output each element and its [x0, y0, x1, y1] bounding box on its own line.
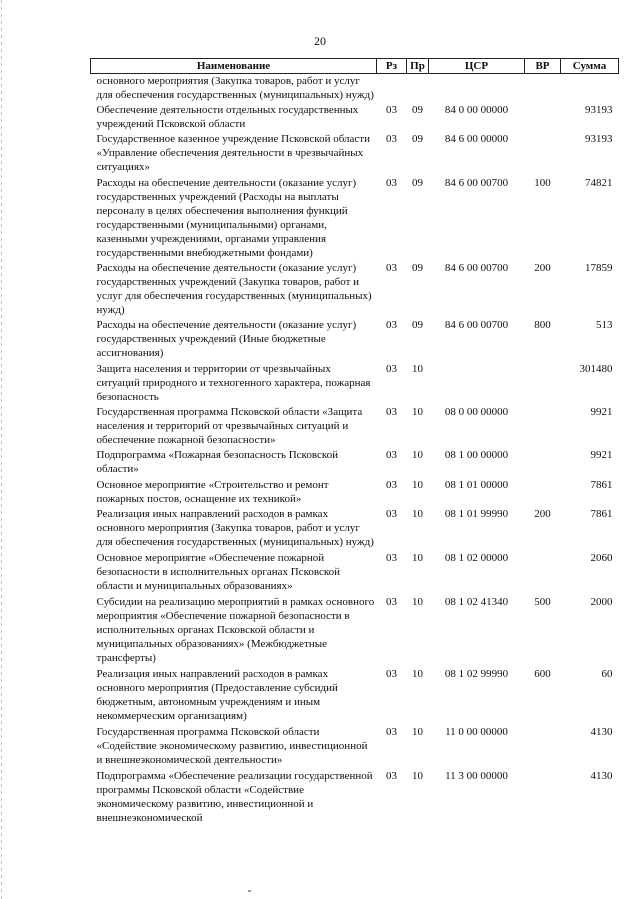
cell-pr [407, 74, 429, 104]
cell-sum [561, 74, 619, 104]
table-row [91, 551, 619, 595]
cell-csr: 84 6 00 00700 [444, 319, 509, 331]
cell-pr: 09 [412, 177, 423, 189]
cell-rz: 03 [386, 406, 397, 418]
table-row [91, 176, 619, 261]
cell-name: основного мероприятия (Закупка товаров, работ и услуг для обеспечения государственных (муниципальных) нужд) [96, 75, 374, 101]
cell-sum: 7861 [590, 479, 613, 491]
cell-rz: 03 [386, 668, 397, 680]
cell-csr: 84 6 00 00700 [444, 262, 509, 274]
cell-csr: 11 3 00 00000 [445, 770, 508, 782]
column-header-sum: Сумма [561, 59, 619, 74]
table-body [91, 74, 619, 826]
cell-rz: 03 [386, 508, 397, 520]
cell-sum: 4130 [590, 726, 613, 738]
cell-pr: 10 [412, 449, 423, 461]
column-header-csr: ЦСР [429, 59, 525, 74]
cell-pr: 10 [412, 726, 423, 738]
cell-rz: 03 [386, 177, 397, 189]
cell-sum: 301480 [579, 363, 613, 375]
cell-pr: 09 [412, 319, 423, 331]
cell-rz: 03 [386, 363, 397, 375]
cell-csr: 84 6 00 00700 [444, 177, 509, 189]
cell-rz: 03 [386, 726, 397, 738]
column-header-name: Наименование [91, 59, 377, 74]
cell-csr [429, 362, 525, 405]
cell-rz: 03 [386, 552, 397, 564]
cell-vr: 200 [534, 262, 551, 274]
cell-vr [525, 405, 561, 448]
table-row [91, 725, 619, 769]
cell-name: Подпрограмма «Пожарная безопасность Псковской области» [96, 449, 339, 475]
cell-csr: 08 1 02 99990 [444, 668, 509, 680]
cell-vr [525, 769, 561, 825]
cell-name: Реализация иных направлений расходов в рамках основного мероприятия (Предоставление субсидий бюджетным, автономным учреждениям и иным некоммерческим организациям) [96, 668, 338, 722]
cell-vr [525, 362, 561, 405]
cell-rz: 03 [386, 262, 397, 274]
cell-csr: 84 6 00 00000 [444, 133, 509, 145]
cell-name: Расходы на обеспечение деятельности (оказание услуг) государственных учреждений (Закупка товаров, работ и услуг для обеспечения государственных (муниципальных) нужд) [96, 262, 372, 316]
page-edge [1, 0, 2, 899]
cell-rz: 03 [386, 104, 397, 116]
cell-sum: 93193 [585, 104, 613, 116]
cell-rz [377, 74, 407, 104]
cell-vr [525, 74, 561, 104]
cell-sum: 513 [596, 319, 613, 331]
cell-sum: 9921 [590, 406, 613, 418]
cell-pr: 09 [412, 104, 423, 116]
cell-name: Защита населения и территории от чрезвычайных ситуаций природного и техногенного характера, пожарная безопасность [96, 363, 371, 403]
cell-pr: 09 [412, 262, 423, 274]
cell-pr: 10 [412, 406, 423, 418]
cell-rz: 03 [386, 133, 397, 145]
cell-rz: 03 [386, 770, 397, 782]
cell-csr: 08 1 01 99990 [444, 508, 509, 520]
table-row [91, 448, 619, 478]
column-header-vr: ВР [525, 59, 561, 74]
cell-csr: 08 1 02 41340 [444, 596, 509, 608]
cell-name: Основное мероприятие «Обеспечение пожарной безопасности в исполнительных органах Псковской области и муниципальных образованиях» [96, 552, 341, 592]
cell-pr: 10 [412, 596, 423, 608]
cell-name: Подпрограмма «Обеспечение реализации государственной программы Псковской области «Содействие экономическому развитию, инвестиционной и внешнеэкономической [96, 770, 373, 824]
table-row [91, 132, 619, 176]
cell-sum: 17859 [585, 262, 613, 274]
cell-pr: 09 [412, 133, 423, 145]
column-header-rz: Рз [377, 59, 407, 74]
cell-pr: 10 [412, 668, 423, 680]
table-row [91, 74, 619, 104]
table-row [91, 507, 619, 551]
cell-vr: 800 [534, 319, 551, 331]
table-header-row [91, 59, 619, 74]
cell-vr [525, 132, 561, 176]
cell-vr: 100 [534, 177, 551, 189]
table-row [91, 667, 619, 725]
cell-name: Государственная программа Псковской области «Содействие экономическому развитию, инвестиционной и внешнеэкономической деятельности» [96, 726, 368, 766]
cell-csr: 08 1 02 00000 [444, 552, 509, 564]
cell-sum: 9921 [590, 449, 613, 461]
cell-sum: 2000 [590, 596, 613, 608]
cell-vr [525, 103, 561, 132]
cell-rz: 03 [386, 449, 397, 461]
cell-name: Обеспечение деятельности отдельных государственных учреждений Псковской области [96, 104, 359, 130]
table-row [91, 318, 619, 362]
table-row [91, 769, 619, 825]
cell-csr: 08 1 01 00000 [444, 479, 509, 491]
cell-pr: 10 [412, 508, 423, 520]
cell-pr: 10 [412, 770, 423, 782]
cell-vr [525, 725, 561, 769]
cell-rz: 03 [386, 479, 397, 491]
page-number: 20 [314, 34, 326, 48]
cell-pr: 10 [412, 552, 423, 564]
table-row [91, 595, 619, 667]
table-row [91, 478, 619, 507]
table-row [91, 103, 619, 132]
cell-sum: 93193 [585, 133, 613, 145]
cell-sum: 74821 [585, 177, 613, 189]
scan-mark [248, 890, 251, 892]
cell-csr [429, 74, 525, 104]
cell-name: Реализация иных направлений расходов в рамках основного мероприятия (Закупка товаров, работ и услуг для обеспечения государственных (муниципальных) нужд) [96, 508, 374, 548]
cell-rz: 03 [386, 319, 397, 331]
cell-pr: 10 [412, 363, 423, 375]
table-row [91, 261, 619, 318]
table-row [91, 405, 619, 448]
cell-sum: 4130 [590, 770, 613, 782]
cell-rz: 03 [386, 596, 397, 608]
cell-sum: 60 [601, 668, 613, 680]
cell-name: Основное мероприятие «Строительство и ремонт пожарных постов, оснащение их техникой» [96, 479, 329, 505]
cell-vr: 200 [534, 508, 551, 520]
cell-name: Субсидии на реализацию мероприятий в рамках основного мероприятия «Обеспечение пожарной безопасности в исполнительных органах Псковской области и муниципальных образованиях» (Межбюджетные трансферты) [96, 596, 375, 664]
cell-vr: 600 [534, 668, 551, 680]
cell-vr [525, 448, 561, 478]
cell-name: Расходы на обеспечение деятельности (оказание услуг) государственных учреждений (Расходы на выплаты персоналу в целях обеспечения выполнения функций государственными (муниципальными) органами, казенными учреждениями, органами управления государственными внебюджетными фондами) [96, 177, 357, 259]
budget-table [90, 58, 619, 825]
cell-sum: 7861 [590, 508, 613, 520]
table-row [91, 362, 619, 405]
cell-name: Государственное казенное учреждение Псковской области «Управление обеспечения деятельности в чрезвычайных ситуациях» [96, 133, 370, 173]
cell-sum: 2060 [590, 552, 613, 564]
cell-csr: 08 1 00 00000 [444, 449, 509, 461]
cell-name: Расходы на обеспечение деятельности (оказание услуг) государственных учреждений (Иные бюджетные ассигнования) [96, 319, 357, 359]
cell-csr: 08 0 00 00000 [444, 406, 509, 418]
cell-csr: 11 0 00 00000 [445, 726, 508, 738]
cell-vr: 500 [534, 596, 551, 608]
column-header-pr: Пр [407, 59, 429, 74]
cell-vr [525, 478, 561, 507]
cell-vr [525, 551, 561, 595]
cell-csr: 84 0 00 00000 [444, 104, 509, 116]
cell-pr: 10 [412, 479, 423, 491]
cell-name: Государственная программа Псковской области «Защита населения и территорий от чрезвычайных ситуаций и обеспечение пожарной безопасности» [96, 406, 363, 446]
